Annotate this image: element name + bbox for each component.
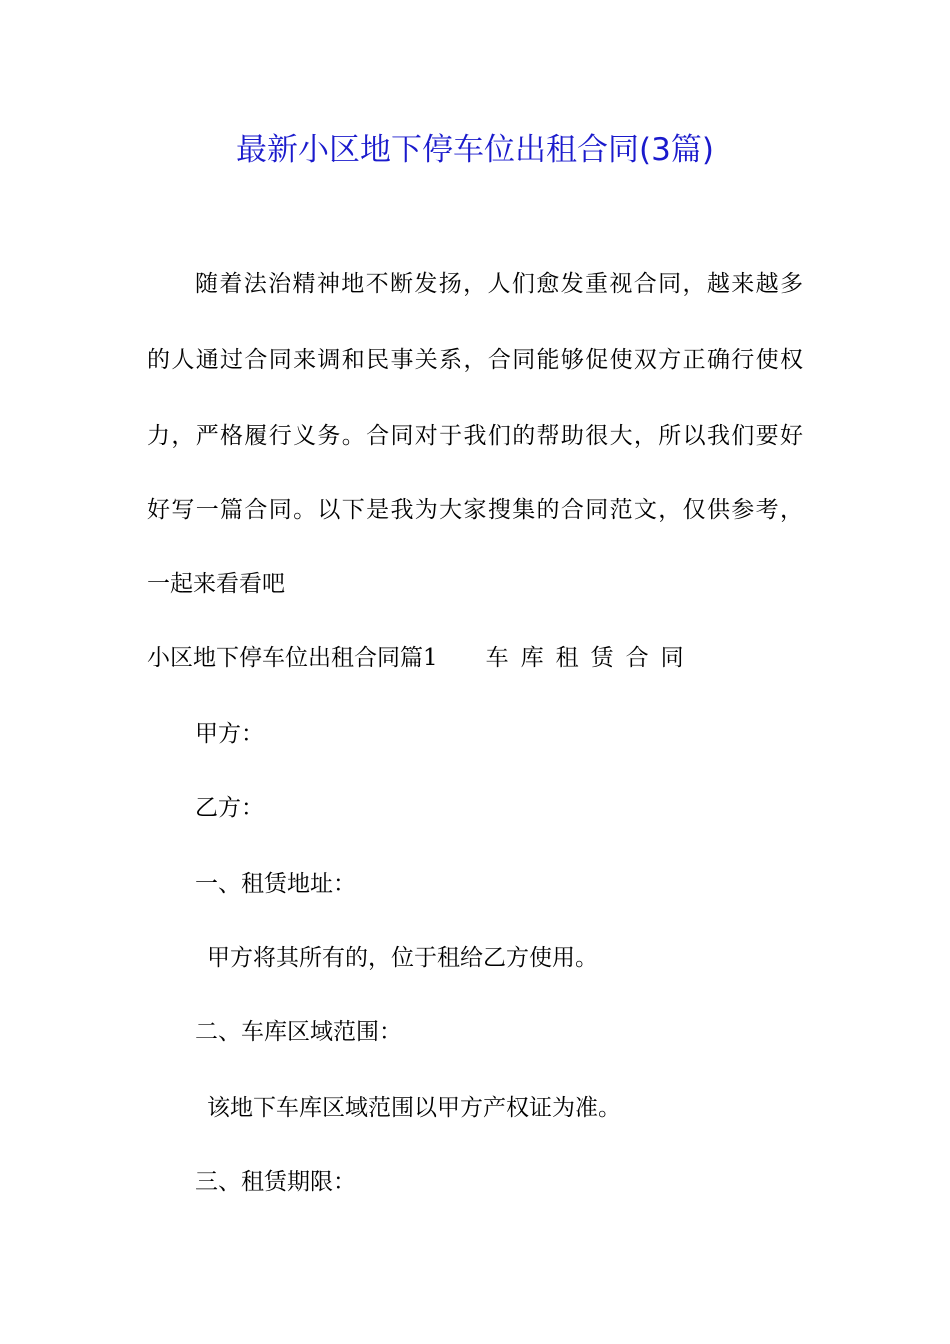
intro-line-1: 随着法治精神地不断发扬，人们愈发重视合同，越来越多: [195, 271, 803, 297]
intro-line-3: 力，严格履行义务。合同对于我们的帮助很大，所以我们要好: [147, 423, 803, 449]
clause-1-text: 甲方将其所有的，位于租给乙方使用。: [207, 945, 598, 971]
document-title: 最新小区地下停车位出租合同(3篇): [236, 132, 714, 168]
intro-line-5: 一起来看看吧: [147, 571, 285, 597]
contract-title: 车库租赁合同: [485, 645, 696, 671]
clause-1-heading: 一、租赁地址：: [195, 871, 356, 897]
section-heading-row: [147, 642, 696, 674]
clause-2-heading: 二、车库区域范围：: [195, 1019, 402, 1045]
party-a-label: 甲方：: [195, 721, 264, 747]
clause-2-text: 该地下车库区域范围以甲方产权证为准。: [207, 1095, 621, 1121]
intro-line-4: 好写一篇合同。以下是我为大家搜集的合同范文，仅供参考，: [147, 497, 803, 523]
intro-line-2: 的人通过合同来调和民事关系，合同能够促使双方正确行使权: [147, 347, 803, 373]
clause-3-heading: 三、租赁期限：: [195, 1169, 356, 1195]
party-b-label: 乙方：: [195, 795, 264, 821]
section-heading: 小区地下停车位出租合同篇1: [147, 645, 438, 671]
